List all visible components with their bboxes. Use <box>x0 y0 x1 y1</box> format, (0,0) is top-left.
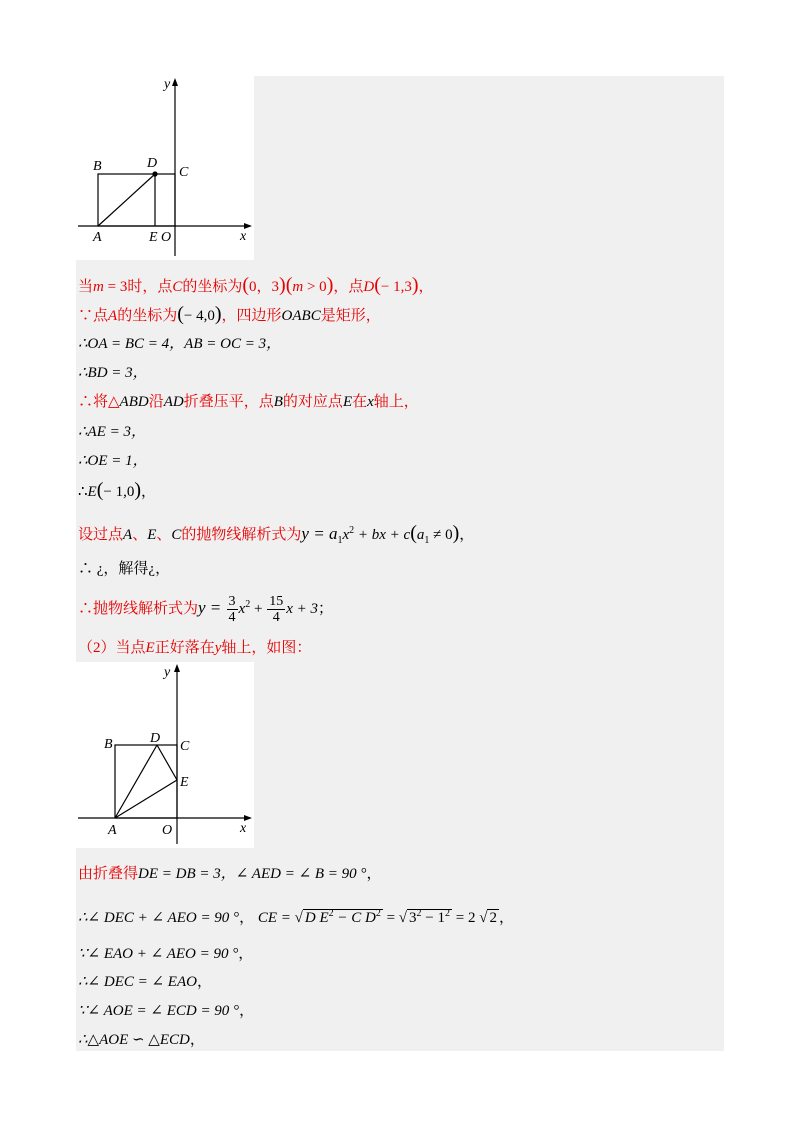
t: D <box>363 279 375 295</box>
line-9 <box>78 521 474 551</box>
t: ∴BD = 3， <box>78 365 148 381</box>
t: > 0 <box>303 279 327 295</box>
segment-de <box>157 745 177 780</box>
paren: ( <box>242 274 250 296</box>
paren: ) <box>411 274 419 296</box>
line-5 <box>78 392 419 412</box>
t: 的抛物线解析式为 <box>181 527 302 543</box>
t: 当 <box>78 279 94 295</box>
t: a <box>416 527 425 543</box>
t: ∴ <box>78 484 88 500</box>
t: 4 <box>228 610 236 625</box>
t: E <box>145 640 155 656</box>
paren: ( <box>374 274 381 296</box>
t: 在 <box>352 394 368 410</box>
t: 0，3 <box>249 279 280 295</box>
t: ， <box>366 866 382 882</box>
t: ∴∠ DEC = ∠ EAO <box>78 974 197 990</box>
t: y = a <box>301 524 338 543</box>
t: = 2 <box>452 910 480 926</box>
t: E <box>342 394 353 410</box>
radical-1 <box>303 909 383 926</box>
line-8 <box>78 480 156 502</box>
paren: ) <box>134 479 142 501</box>
radical-3 <box>487 909 499 926</box>
segment-ad <box>98 174 155 226</box>
t: x + 3 <box>286 600 318 617</box>
line-16 <box>78 972 212 992</box>
t: − 4,0 <box>183 308 215 324</box>
t: ， <box>196 974 212 990</box>
t: ， <box>239 910 255 926</box>
t: = 3时，点 <box>103 279 173 295</box>
radical-2 <box>407 909 452 926</box>
line-6 <box>78 422 146 442</box>
t: ， <box>498 910 514 926</box>
t: 3 <box>409 910 417 926</box>
t: ， <box>238 946 254 962</box>
t: m <box>93 279 104 295</box>
t: E <box>147 527 157 543</box>
paren: ( <box>96 479 104 501</box>
line-2 <box>78 304 381 326</box>
t: 的对应点 <box>282 394 343 410</box>
line-18 <box>78 1030 205 1050</box>
t: 、 <box>156 527 172 543</box>
label-b: B <box>93 159 102 174</box>
t: + <box>250 600 267 617</box>
t: ∴△AOE ∽ △ECD <box>78 1032 190 1048</box>
t: ∴ ¿，解得¿， <box>78 561 171 577</box>
t: ， <box>141 484 157 500</box>
t: 的坐标为 <box>117 308 178 324</box>
line-10 <box>78 559 170 579</box>
t: ∵∠ AOE = ∠ ECD = 90 ° <box>78 1003 240 1019</box>
paren: ) <box>452 522 460 544</box>
t: 2 <box>349 525 355 536</box>
line-14: ∴∠ DEC + ∠ AEO = 90 °， CE = √ D $E^2 - C$ $D^2$ = √ $3^2 - 1^2 = 2$ √ 2 ， <box>78 908 514 926</box>
t: B <box>273 394 283 410</box>
figure-1 <box>76 76 254 260</box>
line-3 <box>78 334 281 354</box>
t: ， <box>459 527 475 543</box>
label-d: D <box>147 156 158 171</box>
t: y <box>214 640 222 656</box>
t: ∴OA = BC = 4，AB = OC = 3， <box>78 336 282 352</box>
label-b: B <box>104 737 113 752</box>
paren: ( <box>410 522 417 544</box>
t: m <box>292 279 304 295</box>
t: 轴上，如图： <box>221 640 312 656</box>
t: 2 <box>328 908 334 919</box>
t: ∵∠ EAO + ∠ AEO = 90 ° <box>78 946 239 962</box>
t: x <box>238 600 246 617</box>
t: DE = DB = 3，∠ AED = ∠ B = 90 ° <box>138 866 367 882</box>
label-o: O <box>161 230 172 245</box>
line-17 <box>78 1001 254 1021</box>
t: = <box>382 910 399 926</box>
t: ，点 <box>333 279 364 295</box>
label-y: y <box>164 665 171 680</box>
t: OABC <box>281 308 321 324</box>
label-d: D <box>150 731 161 746</box>
t: − 1,3 <box>380 279 412 295</box>
rectangle-oabc <box>115 745 177 818</box>
line-7 <box>78 451 148 471</box>
t: C <box>171 527 182 543</box>
t: 1 <box>337 535 343 546</box>
t: 由折叠得 <box>78 866 139 882</box>
t: 是矩形， <box>320 308 381 324</box>
t: + bx + c <box>354 527 411 543</box>
t: x <box>342 527 350 543</box>
label-y: y <box>164 77 171 92</box>
t: 、 <box>132 527 148 543</box>
figure-1-diagram <box>76 76 254 260</box>
figure-2 <box>76 662 254 848</box>
fraction-15-4 <box>267 594 285 625</box>
t: ABD <box>119 394 149 410</box>
t: A <box>108 308 118 324</box>
t: ； <box>317 600 333 617</box>
label-x: x <box>240 229 247 244</box>
t: ， <box>239 1003 255 1019</box>
t: ， <box>418 279 434 295</box>
t: y = <box>198 597 226 617</box>
paren: ( <box>177 303 184 325</box>
t: 15 <box>269 594 284 609</box>
t: ∴AE = 3， <box>78 424 146 440</box>
t: − C D <box>333 910 376 926</box>
t: ∴∠ DEC + ∠ AEO = 90 ° <box>78 910 240 926</box>
t: − 1,0 <box>103 484 135 500</box>
label-o: O <box>162 823 173 838</box>
line-13 <box>78 864 381 884</box>
t: 折叠压平，点 <box>183 394 274 410</box>
t: ∵点 <box>78 308 109 324</box>
t: 正好落在 <box>154 640 215 656</box>
t: 2 <box>445 908 450 919</box>
t: 2 <box>375 908 381 919</box>
paren: )( <box>279 274 293 296</box>
t: 的坐标为 <box>182 279 243 295</box>
t: ∴OE = 1， <box>78 453 148 469</box>
line-12 <box>78 638 311 658</box>
t: 设过点 <box>78 527 124 543</box>
label-e: E <box>149 230 158 245</box>
label-c: C <box>180 739 190 754</box>
segment-ad <box>115 745 157 818</box>
t: ∴将△ <box>78 394 120 410</box>
t: ， <box>189 1032 205 1048</box>
t: （2）当点 <box>78 640 146 656</box>
t: − 1 <box>421 910 445 926</box>
t: 2 <box>245 598 251 610</box>
t: 2 <box>416 908 422 919</box>
point-d <box>152 171 157 176</box>
t: CE = <box>257 910 295 926</box>
t: ∴抛物线解析式为 <box>78 600 199 617</box>
line-4 <box>78 363 148 383</box>
t: C <box>172 279 183 295</box>
y-axis-arrow <box>174 664 180 672</box>
t: ，四边形 <box>221 308 282 324</box>
label-a: A <box>108 823 117 838</box>
label-a: A <box>93 230 102 245</box>
t: AD <box>163 394 184 410</box>
line-11 <box>78 594 333 625</box>
label-c: C <box>179 165 189 180</box>
t: 1 <box>424 535 430 546</box>
rectangle-oabc <box>98 174 175 226</box>
segment-ae <box>115 780 177 818</box>
line-15 <box>78 944 253 964</box>
t: 4 <box>272 610 280 625</box>
t: 轴上， <box>373 394 419 410</box>
figure-2-diagram <box>76 662 254 848</box>
fraction-3-4 <box>227 594 238 625</box>
t: E <box>87 484 97 500</box>
line-1 <box>78 275 434 297</box>
t: D E <box>304 910 329 926</box>
t: 沿 <box>148 394 164 410</box>
t: x <box>367 394 374 410</box>
paren: ) <box>326 274 334 296</box>
t: 2 <box>489 910 497 926</box>
label-e: E <box>180 775 189 790</box>
paren: ) <box>214 303 222 325</box>
t: 3 <box>228 594 236 609</box>
label-x: x <box>240 821 247 836</box>
t: A <box>123 527 133 543</box>
t: ≠ 0 <box>429 527 453 543</box>
y-axis-arrow <box>172 78 178 86</box>
